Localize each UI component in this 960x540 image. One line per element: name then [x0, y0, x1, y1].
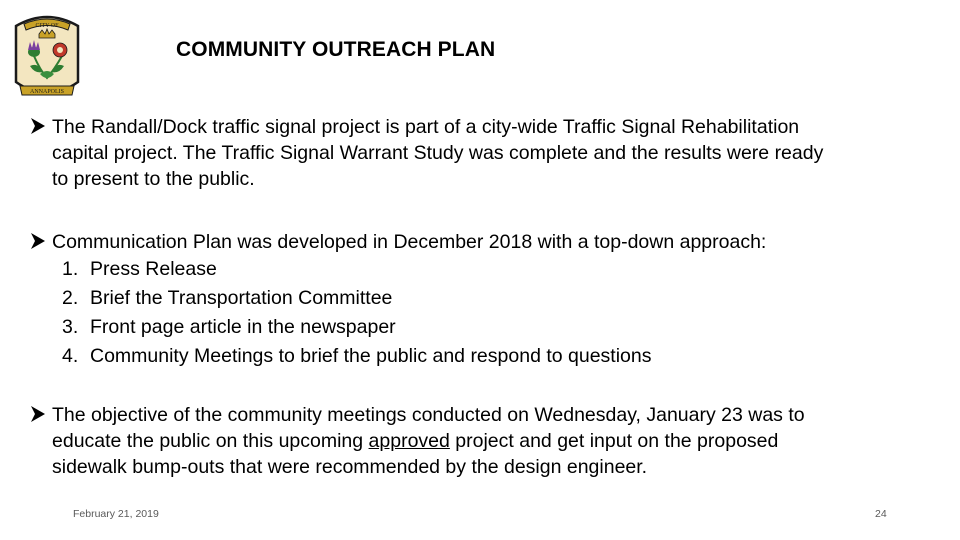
- bullet-1-line-1: The Randall/Dock traffic signal project is part of a city-wide Traffic Signal Rehabilitation: [52, 116, 800, 138]
- bullet-3-line-2: educate the public on this upcoming approved project and get input on the proposed: [52, 430, 779, 452]
- bullet-item-2: [30, 229, 942, 371]
- list-item: 3. Front page article in the newspaper: [62, 316, 396, 338]
- communication-steps-list: [30, 255, 942, 371]
- list-item: 4. Community Meetings to brief the public and respond to questions: [62, 345, 652, 367]
- bullet-1-line-3: to present to the public.: [52, 168, 255, 190]
- city-of-annapolis-logo: [10, 12, 84, 100]
- footer-date: February 21, 2019: [73, 508, 159, 520]
- city-seal-icon: [10, 12, 84, 100]
- bullet-3-line-3: sidewalk bump-outs that were recommended by the design engineer.: [52, 456, 648, 478]
- bullet-2-intro: Communication Plan was developed in December 2018 with a top-down approach:: [52, 231, 767, 253]
- svg-text:ANNAPOLIS: ANNAPOLIS: [29, 89, 65, 95]
- bullet-item-1: [30, 114, 942, 192]
- arrow-bullet-icon: [30, 114, 52, 140]
- bullet-item-3: [30, 402, 942, 480]
- arrow-bullet-icon: [30, 402, 52, 428]
- list-item: 1. Press Release: [62, 258, 217, 280]
- arrow-bullet-icon: [30, 229, 52, 255]
- list-item: 2. Brief the Transportation Committee: [62, 287, 393, 309]
- bullet-3-line-1: The objective of the community meetings conducted on Wednesday, January 23 was to: [52, 404, 805, 426]
- page-number: 24: [875, 508, 887, 520]
- svg-text:CITY OF: CITY OF: [35, 23, 59, 29]
- bullet-1-line-2: capital project. The Traffic Signal Warrant Study was complete and the results were ready: [52, 142, 824, 164]
- underlined-word: approved: [368, 430, 450, 452]
- slide-title: COMMUNITY OUTREACH PLAN: [176, 38, 496, 61]
